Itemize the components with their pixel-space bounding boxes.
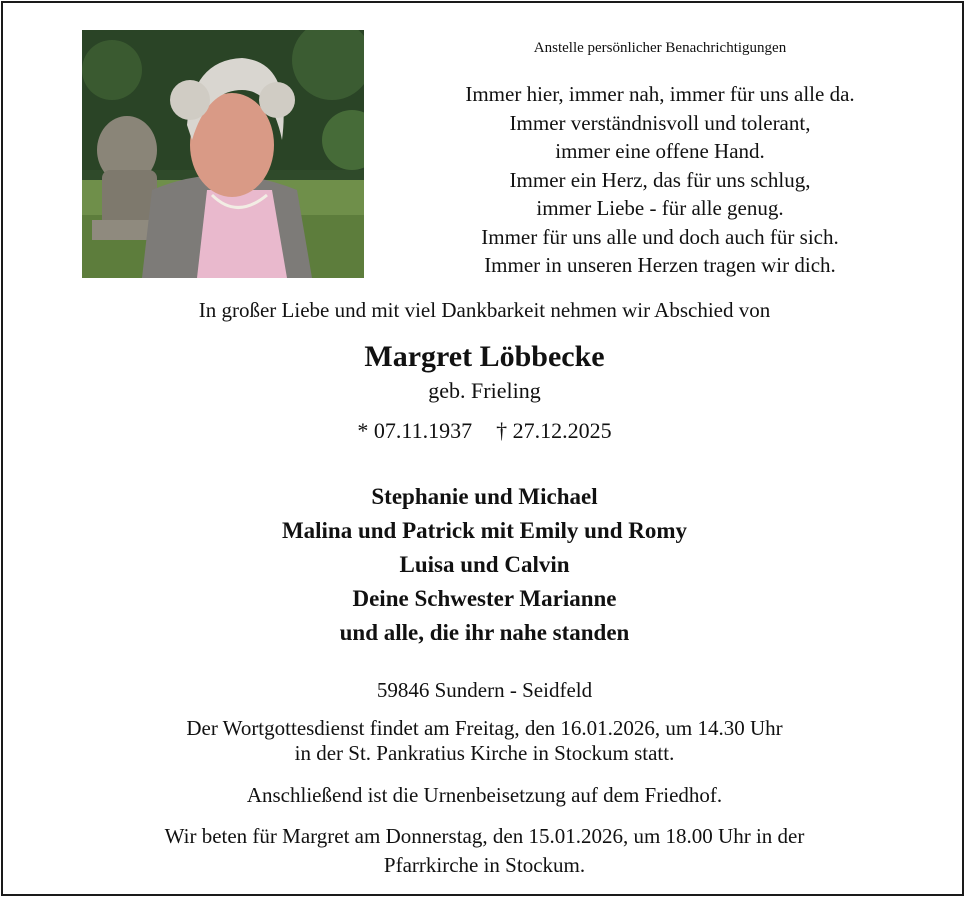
deceased-name: Margret Löbbecke — [364, 340, 605, 373]
mourner-line: Deine Schwester Marianne — [352, 586, 617, 611]
mourner-line: Luisa und Calvin — [399, 552, 570, 577]
birth-date: * 07.11.1937 — [357, 418, 473, 443]
residence: 59846 Sundern - Seidfeld — [376, 678, 593, 702]
service-line: in der St. Pankratius Kirche in Stockum statt. — [294, 741, 675, 765]
mourners-list — [0, 480, 969, 650]
poem-line: immer Liebe - für alle genug. — [536, 196, 784, 220]
prayer-line: Pfarrkirche in Stockum. — [383, 853, 586, 877]
poem — [400, 80, 920, 280]
prayer-line: Wir beten für Margret am Donnerstag, den 15.01.2026, um 18.00 Uhr in der — [164, 824, 805, 848]
death-date: † 27.12.2025 — [496, 418, 612, 443]
poem-line: Immer hier, immer nah, immer für uns alle da. — [465, 82, 855, 106]
portrait-photo — [82, 30, 364, 278]
mourner-line: Stephanie und Michael — [371, 484, 598, 509]
burial-info: Anschließend ist die Urnenbeisetzung auf dem Friedhof. — [246, 783, 723, 807]
notice-header: Anstelle persönlicher Benachrichtigungen — [533, 40, 787, 56]
poem-line: Immer ein Herz, das für uns schlug, — [509, 167, 811, 192]
service-info — [0, 716, 969, 766]
mourner-line: und alle, die ihr nahe standen — [339, 620, 630, 645]
mourner-line: Malina und Patrick mit Emily und Romy — [281, 518, 688, 543]
poem-line: Immer für uns alle und doch auch für sich. — [481, 224, 839, 249]
life-dates — [0, 418, 969, 444]
service-line: Der Wortgottesdienst findet am Freitag, den 16.01.2026, um 14.30 Uhr — [186, 716, 783, 740]
birth-name: geb. Frieling — [428, 378, 541, 403]
poem-line: immer eine offene Hand. — [555, 139, 765, 163]
poem-line: Immer verständnisvoll und tolerant, — [509, 110, 811, 135]
prayer-info — [0, 822, 969, 880]
farewell-intro: In großer Liebe und mit viel Dankbarkeit nehmen wir Abschied von — [198, 298, 771, 322]
poem-line: Immer in unseren Herzen tragen wir dich. — [484, 253, 836, 277]
